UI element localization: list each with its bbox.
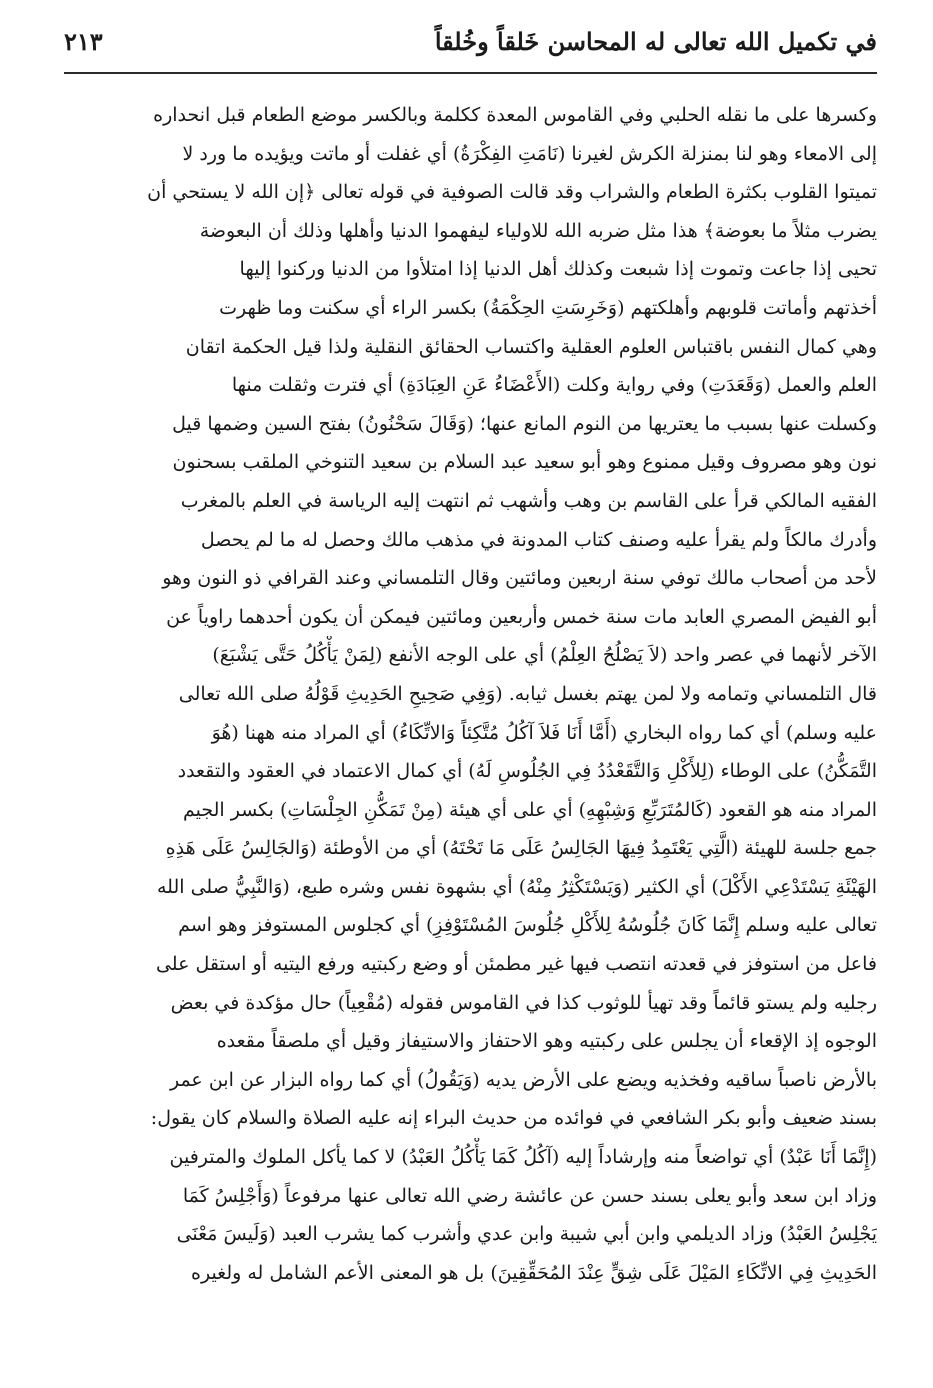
text-line: الحَدِيثِ فِي الاتِّكَاءِ المَيْلَ عَلَى شِقٍّ عِنْدَ المُحَقِّقِينَ) بل هو المعنى الأعم الشامل له ولغيره: [191, 1261, 877, 1284]
text-line: بسند ضعيف وأبو بكر الشافعي في فوائده من حديث البراء إنه عليه الصلاة والسلام كان يقول:: [150, 1107, 877, 1130]
text-line: جمع جلسة للهيئة (الَّتِي يَعْتَمِدُ فِيهَا الجَالِسُ عَلَى مَا تَحْتَهُ) أي من الأوطئة (وَالجَالِسُ عَلَى هَذِهِ: [165, 837, 877, 860]
text-line: التَّمَكُّنُ) على الوطاء (لِلأَكْلِ وَالتَّقَعْدُدُ فِي الجُلُوسِ لَهُ) أي كمال الاعتماد في العقود والتقعدد: [177, 760, 877, 783]
running-title: في تكميل الله تعالى له المحاسن خَلقاً وخُلقاً: [434, 26, 877, 56]
text-line: وأدرك مالكاً ولم يقرأ عليه وصنف كتاب المدونة في مذهب مالك وحصل له ما لم يحصل: [200, 528, 877, 551]
text-line: الهَيْئَةِ يَسْتَدْعِي الأَكْلَ) أي الكثير (وَيَسْتَكْثِرُ مِنْهُ) أي بشهوة نفس وشره طبع، (وَالنَّبِيُّ صلى الله: [157, 875, 877, 898]
text-line: رجليه ولم يستو قائماً وقد تهيأ للوثوب كذا في القاموس فقوله (مُقْعِياً) حال مؤكدة في بعض: [170, 991, 877, 1014]
text-line: تميتوا القلوب بكثرة الطعام والشراب وقد قالت الصوفية في قوله تعالى ﴿إن الله لا يستحي أن: [147, 181, 877, 204]
text-line: أبو الفيض المصري العابد مات سنة خمس وأربعين ومائتين فيمكن أن يكون أحدهما راوياً عن: [166, 605, 877, 628]
page-header: [64, 16, 877, 66]
text-line: نون وهو مصروف وقيل ممنوع وهو أبو سعيد عبد السلام بن سعيد التنوخي الملقب بسحنون: [172, 451, 877, 474]
text-line: بالأرض ناصباً ساقيه وفخذيه ويضع على الأرض يديه (وَيَقُولُ) أي كما رواه البزار عن ابن عمر: [169, 1068, 877, 1091]
text-line: عليه وسلم) أي كما رواه البخاري (أَمَّا أَنَا فَلاَ آكُلُ مُتَّكِئاً وَالاتِّكَاءُ) أي المراد منه ههنا (هُوَ: [211, 721, 877, 744]
text-line: يَجْلِسُ العَبْدُ) وزاد الديلمي وابن أبي شيبة وابن عدي وأشرب كما يشرب العبد (وَلَيسَ مَعْنَى: [176, 1223, 877, 1246]
text-line: تعالى عليه وسلم إِنَّمَا كَانَ جُلُوسُهُ لِلأَكْلِ جُلُوسَ المُسْتَوْفِزِ) أي كجلوس المستوفز وهو اسم: [178, 914, 877, 937]
text-line: الوجوه إذ الإقعاء أن يجلس على ركبتيه وهو الاحتفاز والاستيفاز وقيل أي ملصقاً مقعده: [216, 1030, 877, 1053]
text-line: قال التلمساني وتمامه ولا لمن يهتم بغسل ثيابه. (وَفِي صَحِيحِ الحَدِيثِ قَوْلُهُ صلى الله تعالى: [178, 682, 877, 705]
text-line: وكسلت عنها بسبب ما يعتريها من النوم المانع عنها؛ (وَقَالَ سَحْنُونُ) بفتح السين وضمها قيل: [172, 412, 877, 435]
text-line: الفقيه المالكي قرأ على القاسم بن وهب وأشهب ثم انتهت إليه الرياسة في العلم بالمغرب: [180, 489, 877, 512]
body-text: [64, 96, 877, 1328]
text-line: (إِنَّمَا أَنَا عَبْدٌ) أي تواضعاً منه وإرشاداً إليه (آكُلُ كَمَا يَأْكُلُ العَبْدُ) لا كما يأكل الملوك والمترفين: [169, 1146, 877, 1169]
text-line: العلم والعمل (وَقَعَدَتِ) وفي رواية وكلت (الأَعْضَاءُ عَنِ العِبَادَةِ) أي فترت وثقلت منها: [231, 374, 877, 397]
text-line: لأحد من أصحاب مالك توفي سنة اربعين ومائتين وقال التلمساني وعند القرافي ذو النون وهو: [162, 567, 877, 590]
header-rule: [64, 72, 877, 74]
text-line: وكسرها على ما نقله الحلبي وفي القاموس المعدة ككلمة وبالكسر موضع الطعام قبل انحداره: [153, 104, 877, 126]
text-line: الآخر لأنهما في عصر واحد (لاَ يَصْلُحُ العِلْمُ) أي على الوجه الأنفع (لِمَنْ يَأْكُلُ حَتَّى يَشْبَعَ): [212, 644, 877, 667]
text-line: أخذتهم وأماتت قلوبهم وأهلكتهم (وَخَرِسَتِ الحِكْمَةُ) بكسر الراء أي سكنت وما ظهرت: [219, 296, 877, 319]
text-line: يضرب مثلاً ما بعوضة﴾ هذا مثل ضربه الله للاولياء ليفهموا الدنيا وأهلها وذلك أن البعوضة: [199, 219, 877, 242]
page-number: ٢١٣: [64, 26, 103, 56]
text-line: وهي كمال النفس باقتباس العلوم العقلية واكتساب الحقائق النقلية ولذا قيل الحكمة اتقان: [185, 335, 877, 358]
text-line: المراد منه هو القعود (كَالمُتَرَبِّعِ وَشِبْهِهِ) أي على أي هيئة (مِنْ تَمَكُّنِ الجِلْسَاتِ) بكسر الجيم: [182, 798, 877, 821]
text-line: فاعل من استوفز في قعدته انتصب فيها غير مطمئن أو وضع ركبتيه ورفع اليتيه أو استقل على: [155, 953, 877, 976]
text-line: تحيى إذا جاعت وتموت إذا شبعت وكذلك أهل الدنيا إذا امتلأوا من الدنيا وركنوا إليها: [239, 258, 877, 281]
text-line: إلى الامعاء وهو لنا بمنزلة الكرش لغيرنا (نَامَتِ الفِكْرَةُ) أي غفلت أو ماتت ويؤيده ما ورد لا: [182, 142, 877, 165]
text-line: وزاد ابن سعد وأبو يعلى بسند حسن عن عائشة رضي الله تعالى عنها مرفوعاً (وَأَجْلِسُ كَمَا: [182, 1184, 877, 1207]
